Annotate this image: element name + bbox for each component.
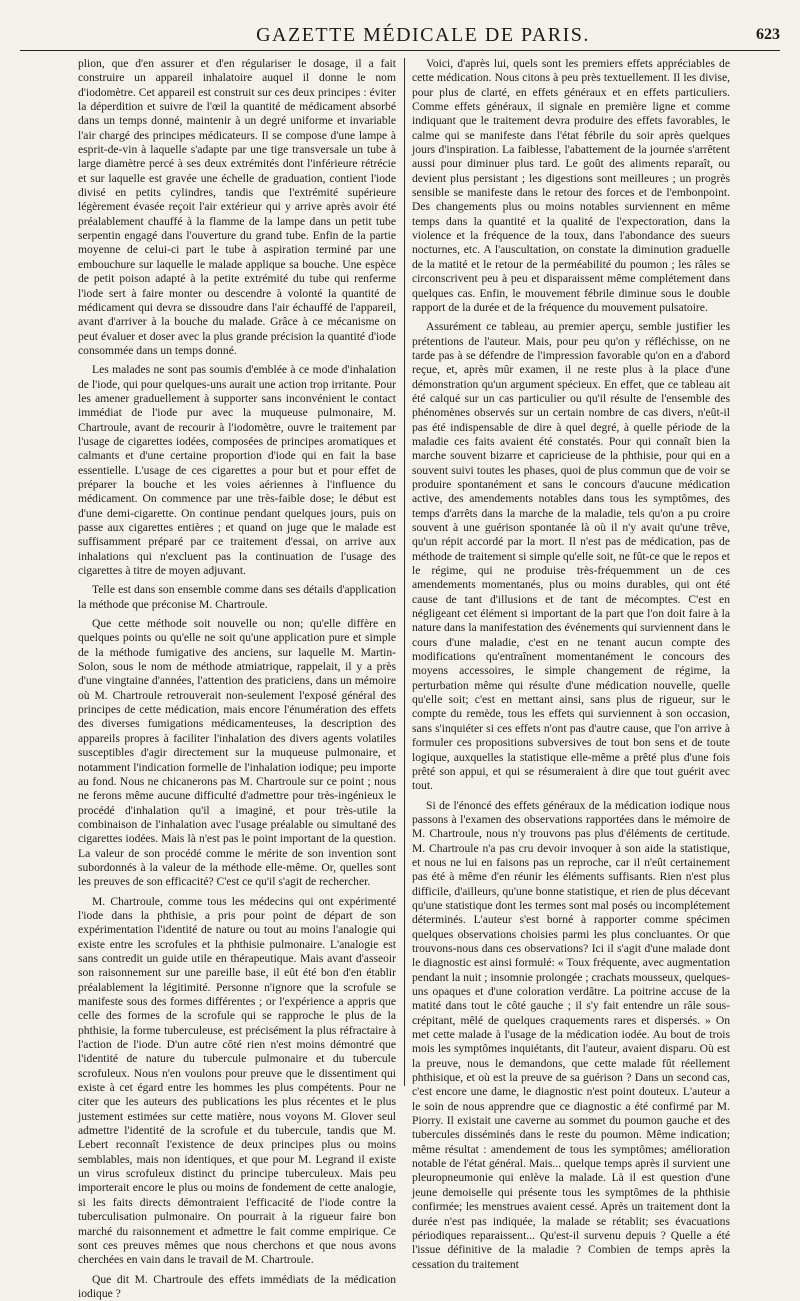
page-header — [66, 24, 780, 52]
paragraph: Les malades ne sont pas soumis d'emblée à ce mode d'inhalation de l'iode, qui pour quelques-uns aurait une action trop irritante. Pour les amener graduellement à supporter sans inconvénient le contact immédiat de l'iode pur avec la muqueuse pulmonaire, M. Chartroule, avant de recourir à l'iodomètre, ouvre le traitement par l'usage de cigarettes iodées, composées de principes aromatiques et calmants et d'une certaine proportion d'iode qui en fait la base essentielle. L'usage de ces cigarettes a pour but et pour effet de préparer la bouche et les voies aériennes à l'influence du médicament. On commence par une très-faible dose; le début est d'une demi-cigarette. On continue pendant quelques jours, puis on passe aux cigarettes entières ; et quand on juge que le malade est suffisamment préparé par ce traitement d'essai, on arrive aux inhalations qui n'excluent pas la continuation de l'usage des cigarettes à titre de moyen adjuvant. — [78, 363, 396, 578]
paragraph: plion, que d'en assurer et d'en régulariser le dosage, il a fait construire un appareil inhalatoire auquel il donne le nom d'iodomètre. Cet appareil est construit sur ces deux principes : éviter la déperdition et suivre de l'œil la quantité de médicament absorbé dans un temps donné, maintenir à un degré uniforme et invariable l'air chargé des principes médicateurs. Il se compose d'une lampe à esprit-de-vin à laquelle s'adapte par une tige transversale un tube à large diamètre percé à ses deux extrémités dont l'inférieure rétrécie et sur laquelle est gravée une échelle de graduation, contient l'iode divisé en petits cylindres, tandis que l'extrémité supérieure légèrement évasée reçoit l'air extérieur qui y arrive après avoir été préalablement chauffé à la flamme de la lampe dans un petit tube serpentin engagé dans l'ouverture du grand tube. Enfin de la partie moyenne de celui-ci part le tube à aspiration terminé par une embouchure sur laquelle le malade applique sa bouche. Une espèce de petit poison adapté à la petite extrémité du tube qui renferme l'iode sert à faire monter ou descendre à volonté la quantité de médicament qui devra se dissoudre dans l'air échauffé de l'appareil, avant d'arriver à la bouche du malade. Grâce à ce mécanisme on peut évaluer et doser avec la plus grande précision la quantité d'iode consommée dans un temps donné. — [78, 57, 396, 357]
header-rule — [20, 50, 780, 51]
paragraph: M. Chartroule, comme tous les médecins qui ont expérimenté l'iode dans la phthisie, a pris pour point de départ de son expérimentation l'identité de nature ou tout au moins l'analogie qui existe entre les scrofules et la phthisie pulmonaire. L'analogie est sans contredit un guide utile en thérapeutique. Mais avant d'asseoir son raisonnement sur une pareille base, il eût été bon d'en établir préalablement la légitimité. Personne n'ignore que la scrofule se manifeste sous des formes différentes ; or l'expérience a appris que celle des formes de la scrofule qui se rapproche le plus de la phthisie, la forme tuberculeuse, est précisément la plus réfractaire à l'action de l'iode. D'un autre côté rien n'est moins démontré que l'identité de nature du tubercule pulmonaire et du tubercule scrofuleux. Nous n'en voulons pour preuve que le dissentiment qui existe à cet égard entre les hommes les plus compétents. Pour ne citer que les auteurs des publications les plus récentes et le plus justement estimées sur cette matière, nous voyons M. Glover seul admettre l'identité de la scrofule et du tubercule, tandis que M. Lebert reconnaît l'existence de deux principes plus ou moins semblables, mais non identiques, et que pour M. Legrand il existe un virus scrofuleux distinct du principe tuberculeux. Mais peu importerait encore le plus ou moins de fondement de cette analogie, si les faits directs démontraient l'efficacité de l'iode contre la tuberculisation pulmonaire. On pourrait à la rigueur faire bon marché du raisonnement et admettre le fait comme empirique. Ce sont ces preuves mêmes que nous cherchons et que nous avons cherchées en vain dans le travail de M. Chartroule. — [78, 894, 396, 1267]
journal-title: GAZETTE MÉDICALE DE PARIS. — [256, 24, 590, 46]
paragraph: Telle est dans son ensemble comme dans ses détails d'application la méthode que préconise M. Chartroule. — [78, 583, 396, 611]
left-column — [78, 57, 396, 1300]
paragraph: Que cette méthode soit nouvelle ou non; qu'elle diffère en quelques points ou qu'elle ne soit qu'une application pure et simple de la méthode fumigative des anciens, sur laquelle M. Martin-Solon, sous le nom de méthode atmiatrique, rappelait, il y a près d'une vingtaine d'années, l'attention des praticiens, dans un mémoire où M. Chartroule retrouverait non-seulement l'exposé général des principes de cette médication, mais encore l'énumération des effets des diverses fumigations médicamenteuses, la description des appareils propres à faciliter l'inhalation des divers agents volatiles susceptibles d'agir directement sur la muqueuse pulmonaire, et notamment l'indication formelle de l'inhalation iodique; peu importe au fond. Nous ne chicanerons pas M. Chartroule sur ce point ; nous ne ferons même aucune difficulté d'admettre pour très-ingénieux le procédé d'inhalation qu'il a imaginé, et pour très-utile la combinaison de l'inhalation avec l'usage préalable ou simultané des cigarettes iodées. Mais là n'est pas le point important de la question. La valeur de son procédé comme le mérite de son invention sont subordonnés à la valeur de la méthode elle-même. Or, quelles sont les preuves de son efficacité? C'est ce qu'il s'agit de rechercher. — [78, 617, 396, 889]
paragraph: Voici, d'après lui, quels sont les premiers effets appréciables de cette médication. Nous citons à peu près textuellement. Il les divise, pour plus de clarté, en effets généraux et en effets particuliers. Comme effets généraux, il signale en première ligne et comme indiquant que le traitement devra produire des effets favorables, le calme qui se manifeste dans l'état fébrile du soir après quelques jours d'inspiration. La faiblesse, l'abattement de la journée s'arrêtent aussi pour diminuer plus tard. Le goût des aliments reparaît, ou devient plus persistant ; les digestions sont meilleures ; un progrès sensible se manifeste dans le retour des forces et de l'embonpoint. Des changements plus ou moins notables surviennent en même temps dans la quantité et la qualité de l'expectoration, dans la violence et la fréquence de la toux, dans l'abondance des sueurs nocturnes, etc. A l'auscultation, on constate la diminution graduelle de la matité et le retour de la perméabilité du poumon ; les râles se circonscrivent peu à peu et disparaissent même complétement dans quelques cas. Enfin, le mouvement fébrile diminue sous le double rapport de la durée et de la fréquence du mouvement pulsatoire. — [412, 57, 730, 314]
paragraph: Que dit M. Chartroule des effets immédiats de la médication iodique ? — [78, 1272, 396, 1300]
page-number: 623 — [756, 26, 780, 43]
paragraph: Si de l'énoncé des effets généraux de la médication iodique nous passons à l'examen des observations rapportées dans le mémoire de M. Chartroule, nous n'y trouvons pas plus d'éléments de certitude. M. Chartroule n'a pas cru devoir invoquer à son aide la statistique, et nous ne lui en faisons pas un reproche, car il n'eût certainement pas été à même d'en réunir les éléments suffisants. Rien n'est plus difficile, d'ailleurs, qu'une bonne statistique, et rien de plus décevant qu'une statistique dont les termes sont mal posés ou incomplétement déterminés. L'auteur s'est borné à rapporter comme spécimen quelques observations choisies parmi les plus concluantes. Or que trouvons-nous dans ces observations? Ici il s'agit d'une malade dont le diagnostic est ainsi formulé: « Toux fréquente, avec augmentation pendant la nuit ; insomnie prolongée ; crachats mousseux, quelques-uns opaques et d'une coloration verdâtre. La poitrine accuse de la matité dans tout le côté gauche ; il s'y fait entendre un râle sous-crépitant, mêlé de quelques craquements rares et dispersés. » On met cette malade à l'usage de la médication iodée. Au bout de trois mois les symptômes inquiétants, dit l'auteur, avaient disparu. Où est la preuve, nous le demandons, que cette malade fût réellement phthisique, et où est la preuve de sa guérison ? Dans un second cas, c'est encore une dame, le diagnostic n'est point douteux. L'auteur a le soin de nous apprendre que ce diagnostic a été confirmé par M. Piorry. Il existait une caverne au sommet du poumon gauche et des tubercules disséminés dans le reste du poumon. Même indication; même résultat : amendement de tous les symptômes; amélioration notable de l'état général. Mais... quelque temps après il survient une pleuropneumonie qui enlève la malade. Là il est question d'une jeune demoiselle qui présente tous les symptômes de la phthisie confirmée; les menstrues avaient cessé. Après un traitement dont la durée n'est pas indiquée, la malade se rétablit; ses évacuations périodiques reparaissent... Qu'est-il survenu depuis ? Quelle a été l'issue définitive de la maladie ? Combien de temps après la cessation du traitement — [412, 798, 730, 1271]
column-divider — [404, 58, 405, 1086]
right-column — [412, 57, 730, 1271]
paragraph: Assurément ce tableau, au premier aperçu, semble justifier les prétentions de l'auteur. Mais, pour peu qu'on y réfléchisse, on ne tarde pas à se défendre de l'impression favorable qu'on en a d'abord reçue, et, après mûr examen, il ne reste plus à la place d'une démonstration qu'un argument spécieux. En effet, que ce tableau ait été calqué sur un cas particulier ou qu'il résulte de l'ensemble des phénomènes observés sur un certain nombre de cas divers, n'eût-il pas été indispensable de dire à quel degré, à quelle période de la maladie ces faits avaient été constatés. Pour qui connaît bien la marche souvent bizarre et capricieuse de la phthisie, pour qui en a souvent suivi toutes les phases, quoi de plus commun que de voir se produire spontanément et sans le concours d'aucune médication active, des amendements notables dans tous les symptômes, des temps d'arrêts dans la marche de la maladie, tels qu'on a pu croire souvent à une guérison spontanée là où il n'y avait qu'une trêve, qu'un répit accordé par la mort. Il n'est pas de médication, pas de méthode de traitement si simple qu'elle soit, ne fût-ce que le repos et le régime, qui ne produise très-fréquemment un de ces amendements momentanés, plus ou moins durables, qui ont été cause de tant d'illusions et de tant de mécomptes. C'est en négligeant cet élément si important de la part que l'on doit faire à la nature dans la manifestation des événements qui surviennent dans le cours d'une maladie, c'est en ne tenant aucun compte des modifications qu'entraînent momentanément le concours des moyens accessoires, le simple changement de régime, la perturbation même qui résulte d'une médication nouvelle, quelle qu'elle soit; c'est en mettant ainsi, sans plus de rigueur, sur le compte du remède, tous les effets qui surviennent à son occasion, sans s'inquiéter si ces effets n'ont pas d'autre cause, que l'on arrive à formuler ces propositions subversives de tout bon sens et de toute logique, auxquelles la statistique elle-même a prêté plus d'une fois prêté son appui, et qui se résumeraient à dire que tout guérit avec tout. — [412, 320, 730, 793]
